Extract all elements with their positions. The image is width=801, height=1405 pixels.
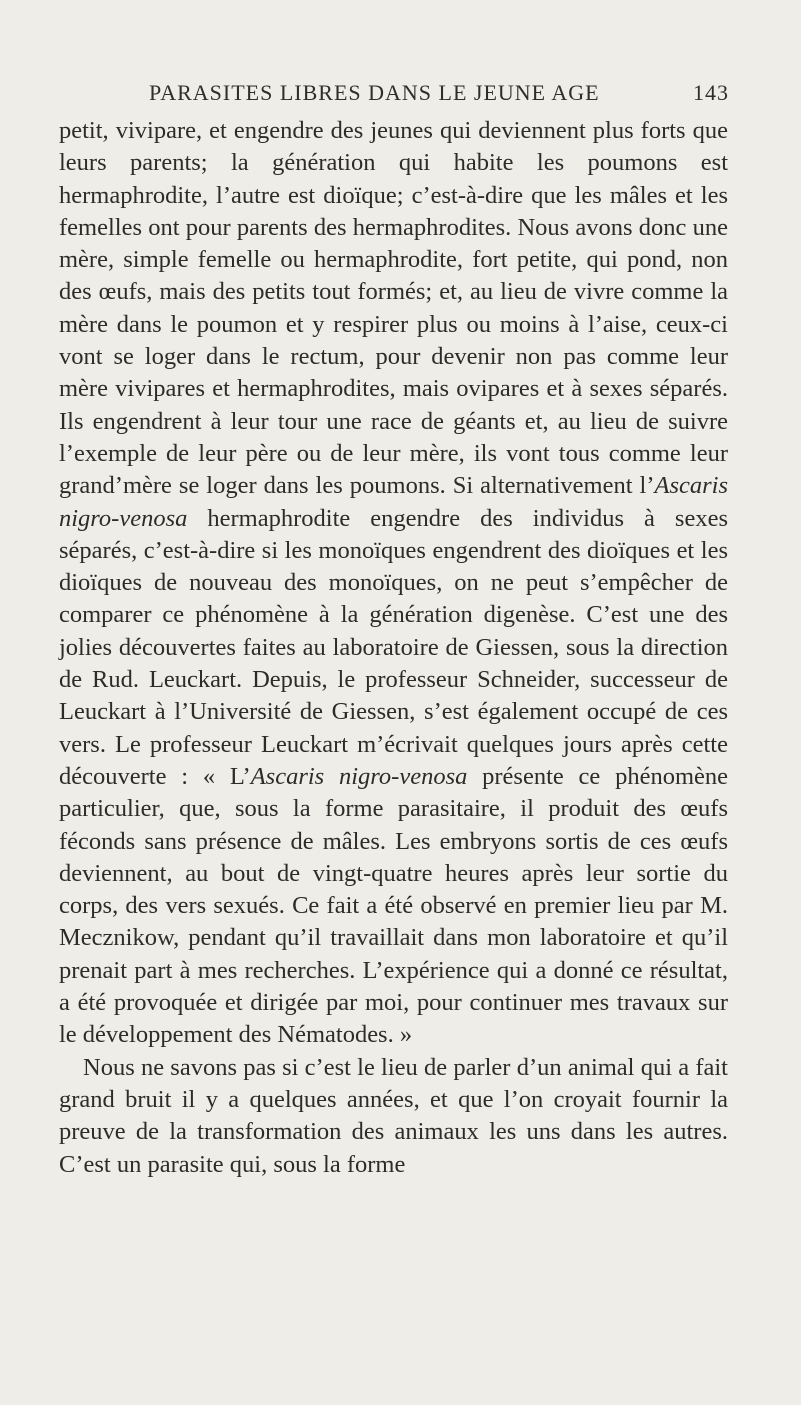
- running-head: [135, 80, 729, 112]
- species-name: Ascaris nigro-venosa: [59, 472, 728, 532]
- paragraph: Nous ne savons pas si c’est le lieu de parler d’un animal qui a fait grand bruit il y a quelques années, et que l’on croyait fournir la preuve de la transformation des animaux les uns dans les autres. C’est un parasite qui, sous la forme: [59, 1053, 728, 1178]
- text-run: petit, vivipare, et engendre des jeunes qui deviennent plus forts que leurs parents; la génération qui habite les poumons est hermaphrodite, l’autre est dioïque; c’est-à-dire que les mâles et les femelles ont pour parents des hermaphrodites. Nous avons donc une mère, simple femelle ou hermaphrodite, fort petite, qui pond, non des œufs, mais des petits tout formés; et, au lieu de vivre comme la mère dans le poumon et y respirer plus ou moins à l’aise, ceux-ci vont se loger dans le rectum, pour devenir non pas comme leur mère vivipares et hermaphrodites, mais ovipares et à sexes séparés. Ils engendrent à leur tour une race de géants et, au lieu de suivre l’exemple de leur père ou de leur mère, ils vont tous comme leur grand’mère se loger dans les poumons. Si alternativement l’: [59, 117, 728, 500]
- running-title: PARASITES LIBRES DANS LE JEUNE AGE: [149, 80, 600, 105]
- paragraph-continued: [59, 115, 728, 1052]
- text-run: hermaphrodite engendre des individus à sexes séparés, c’est-à-dire si les monoïques engendrent des dioïques et les dioïques de nouveau des monoïques, on ne peut s’empêcher de comparer ce phénomène à la génération digenèse. C’est une des jolies découvertes faites au laboratoire de Giessen, sous la direction de Rud. Leuckart. Depuis, le professeur Schneider, successeur de Leuckart à l’Université de Giessen, s’est également occupé de ces vers. Le professeur Leuckart m’écrivait quelques jours après cette découverte : « L’: [59, 504, 728, 790]
- page-number: 143: [693, 80, 729, 105]
- body-text: [59, 115, 728, 1181]
- species-name: Ascaris nigro-venosa: [250, 762, 468, 790]
- text-run: présente ce phénomène particulier, que, sous la forme parasitaire, il produit des œufs féconds sans présence de mâles. Les embryons sortis de ces œufs deviennent, au bout de vingt-quatre heures après leur sortie du corps, des vers sexués. Ce fait a été observé en premier lieu par M. Mecznikow, pendant qu’il travaillait dans mon laboratoire et qu’il prenait part à mes recherches. L’expérience qui a donné ce résultat, a été provoquée et dirigée par moi, pour continuer mes travaux sur le développement des Nématodes. »: [59, 762, 728, 1049]
